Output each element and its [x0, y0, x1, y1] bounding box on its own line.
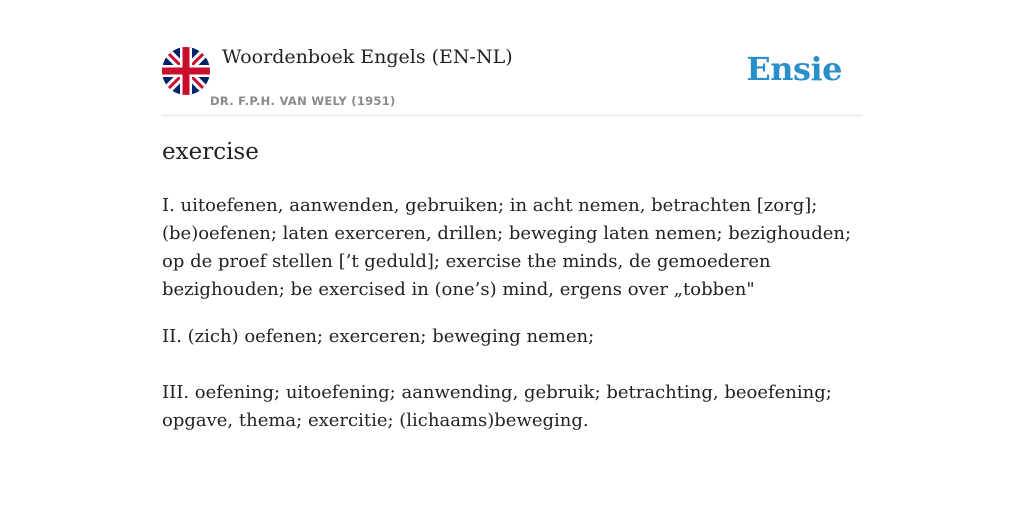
uk-flag-icon — [162, 47, 210, 95]
meaning-1: I. uitoefenen, aanwenden, gebruiken; in acht nemen, betrachten [zorg]; (be)oefenen; laten exerceren, drillen; beweging laten nemen; bezighouden; op de proef stellen [’t geduld]; exercise the minds, de gemoederen bezighouden; be exercised in (one’s) mind, ergens over „tobben" — [162, 195, 852, 300]
ensie-logo-link[interactable]: Ensie — [746, 50, 842, 88]
meaning-3: III. oefening; uitoefening; aanwending, gebruik; betrachting, beoefening; opgave, thema; exercitie; (lichaams)beweging. — [162, 382, 832, 431]
entry-word: exercise — [162, 139, 259, 165]
dictionary-title[interactable]: Woordenboek Engels (EN-NL) — [222, 46, 513, 68]
meaning-2: II. (zich) oefenen; exerceren; beweging nemen; — [162, 326, 595, 347]
dictionary-author: DR. F.P.H. VAN WELY (1951) — [210, 94, 396, 108]
dictionary-header — [162, 44, 862, 116]
